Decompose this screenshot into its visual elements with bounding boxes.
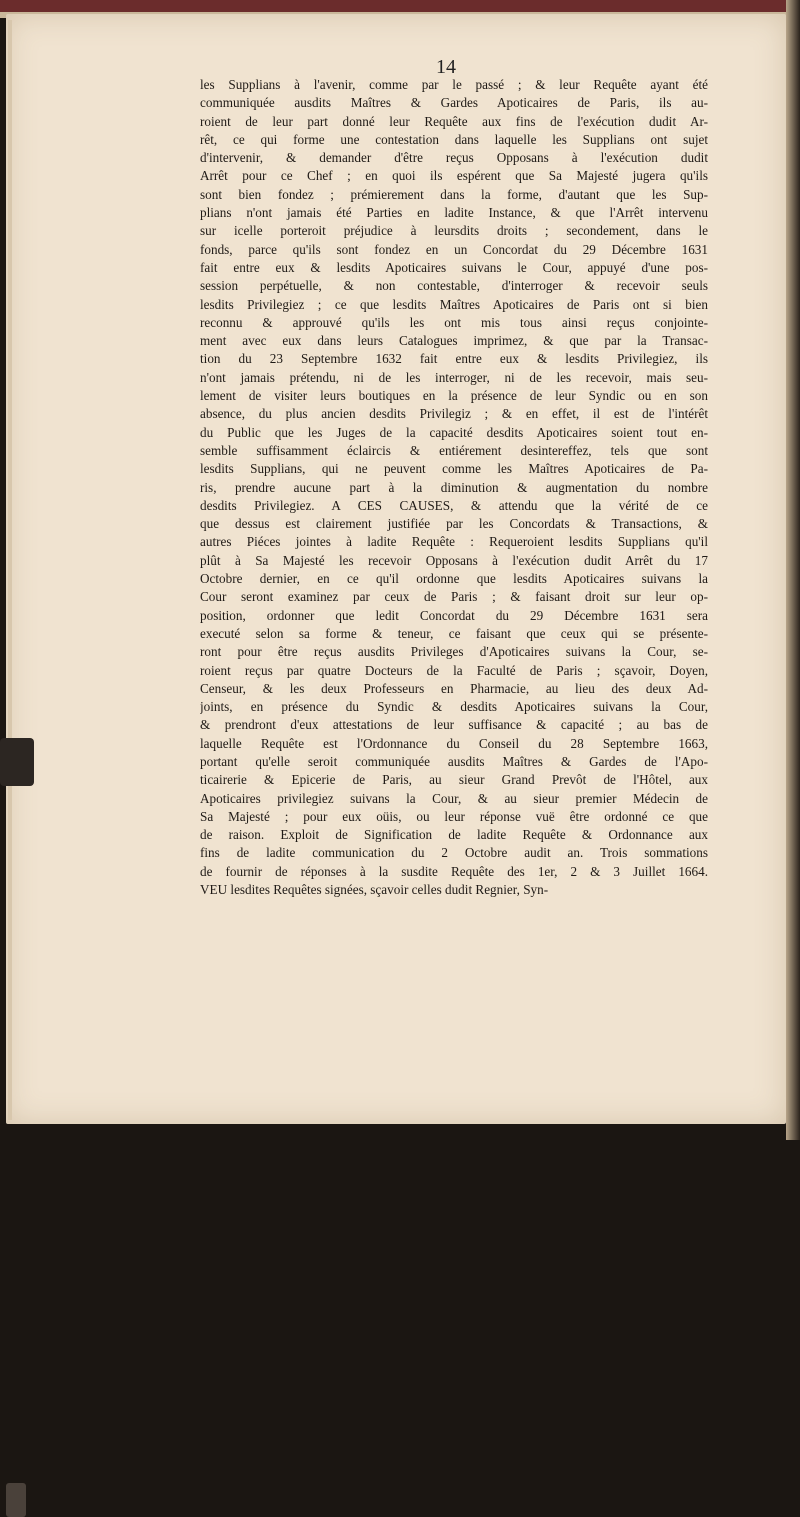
text-line: & prendront d'eux attestations de leur suffisance & capacité ; au bas de [200, 717, 708, 733]
book-fore-edge [786, 0, 800, 1140]
text-line: ticairerie & Epicerie de Paris, au sieur Grand Prevôt de l'Hôtel, aux [200, 772, 708, 788]
text-line: communiquée ausdits Maîtres & Gardes Apoticaires de Paris, ils au- [200, 95, 708, 111]
text-line: Arrêt pour ce Chef ; en quoi ils espérent que Sa Majesté jugera qu'ils [200, 168, 708, 184]
text-line: du Public que les Juges de la capacité desdits Apoticaires soient tout en- [200, 424, 708, 440]
text-line: Octobre dernier, en ce qu'il ordonne que lesdits Apoticaires suivans la [200, 571, 708, 587]
text-line: sont bien fondez ; prémierement dans la forme, d'autant que les Sup- [200, 186, 708, 202]
page-gutter [8, 20, 12, 1120]
text-line: Censeur, & les deux Professeurs en Pharmacie, au lieu des deux Ad- [200, 680, 708, 696]
body-text [200, 76, 708, 899]
text-line: executé selon sa forme & teneur, ce faisant que ceux qui se présente- [200, 625, 708, 641]
text-line: fait entre eux & lesdits Apoticaires suivans le Cour, appuyé d'une pos- [200, 259, 708, 275]
text-line: les Supplians à l'avenir, comme par le passé ; & leur Requête ayant été [200, 77, 708, 92]
text-line: reconnu & approuvé qu'ils les ont mis tous ainsi reçus conjointe- [200, 314, 708, 330]
text-line: portant qu'elle seroit communiquée ausdits Maîtres & Gardes de l'Apo- [200, 753, 708, 769]
text-line: lesdits Supplians, qui ne peuvent comme les Maîtres Apoticaires de Pa- [200, 461, 708, 477]
text-line: rêt, ce qui forme une contestation dans laquelle les Supplians ont sujet [200, 131, 708, 147]
text-line: lement de visiter leurs boutiques en la présence de leur Syndic ou en son [200, 388, 708, 404]
text-line: absence, du plus ancien desdits Privilegiz ; & en effet, il est de l'intérêt [200, 406, 708, 422]
text-line: sur icelle porteroit préjudice à leursdits droits ; secondement, dans le [200, 223, 708, 239]
text-line: plût à Sa Majesté les recevoir Opposans à l'exécution dudit Arrêt du 17 [200, 552, 708, 568]
text-line: de fournir de réponses à la susdite Requête des 1er, 2 & 3 Juillet 1664. [200, 863, 708, 879]
text-line: ront pour être reçus ausdits Privileges d'Apoticaires suivans la Cour, se- [200, 644, 708, 660]
text-line: lesdits Privilegiez ; ce que lesdits Maîtres Apoticaires de Paris ont si bien [200, 296, 708, 312]
text-line: ris, prendre aucune part à la diminution & augmentation du nombre [200, 479, 708, 495]
text-line: d'intervenir, & demander d'être reçus Opposans à l'exécution dudit [200, 150, 708, 166]
text-line: roient de leur part donné leur Requête aux fins de l'exécution dudit Ar- [200, 113, 708, 129]
text-line: de raison. Exploit de Signification de ladite Requête & Ordonnance aux [200, 827, 708, 843]
text-line: session perpétuelle, & non contestable, d'interroger & recevoir seuls [200, 278, 708, 294]
text-line: autres Piéces jointes à ladite Requête : Requeroient lesdits Supplians qu'il [200, 534, 708, 550]
text-line: VEU lesdites Requêtes signées, sçavoir celles dudit Regnier, Syn- [200, 882, 549, 898]
text-line: ment avec eux dans leurs Catalogues imprimez, & que par la Transac- [200, 333, 708, 349]
text-line: fins de ladite communication du 2 Octobre audit an. Trois sommations [200, 845, 708, 861]
page-number: 14 [436, 56, 456, 78]
text-line: tion du 23 Septembre 1632 fait entre eux & lesdits Privilegiez, ils [200, 351, 708, 367]
text-line: laquelle Requête est l'Ordonnance du Conseil du 28 Septembre 1663, [200, 735, 708, 751]
text-line: roient reçus par quatre Docteurs de la Faculté de Paris ; sçavoir, Doyen, [200, 662, 708, 678]
text-line: fonds, parce qu'ils sont fondez en un Concordat du 29 Décembre 1631 [200, 241, 708, 257]
text-line: position, ordonner que ledit Concordat du 29 Décembre 1631 sera [200, 607, 708, 623]
book-clasp [0, 738, 34, 786]
clasp-plate [6, 1483, 26, 1517]
text-line: plians n'ont jamais été Parties en ladite Instance, & que l'Arrêt intervenu [200, 205, 708, 221]
text-line: n'ont jamais prétendu, ni de les interroger, ni de les recevoir, mais seu- [200, 369, 708, 385]
text-line: semble suffisamment éclaircis & entiérement desintereffez, tels que sont [200, 442, 708, 458]
text-line: joints, en présence du Syndic & desdits Apoticaires suivans la Cour, [200, 699, 708, 715]
text-line: Apoticaires privilegiez suivans la Cour, & au sieur premier Médecin de [200, 790, 708, 806]
text-line: Sa Majesté ; pour eux oüis, ou leur réponse vuë être ordonné ce que [200, 808, 708, 824]
text-line: desdits Privilegiez. A CES CAUSES, & attendu que la vérité de ce [200, 497, 708, 513]
text-line: Cour seront examinez par ceux de Paris ; & faisant droit sur leur op- [200, 589, 708, 605]
text-line: que dessus est clairement justifiée par les Concordats & Transactions, & [200, 516, 708, 532]
